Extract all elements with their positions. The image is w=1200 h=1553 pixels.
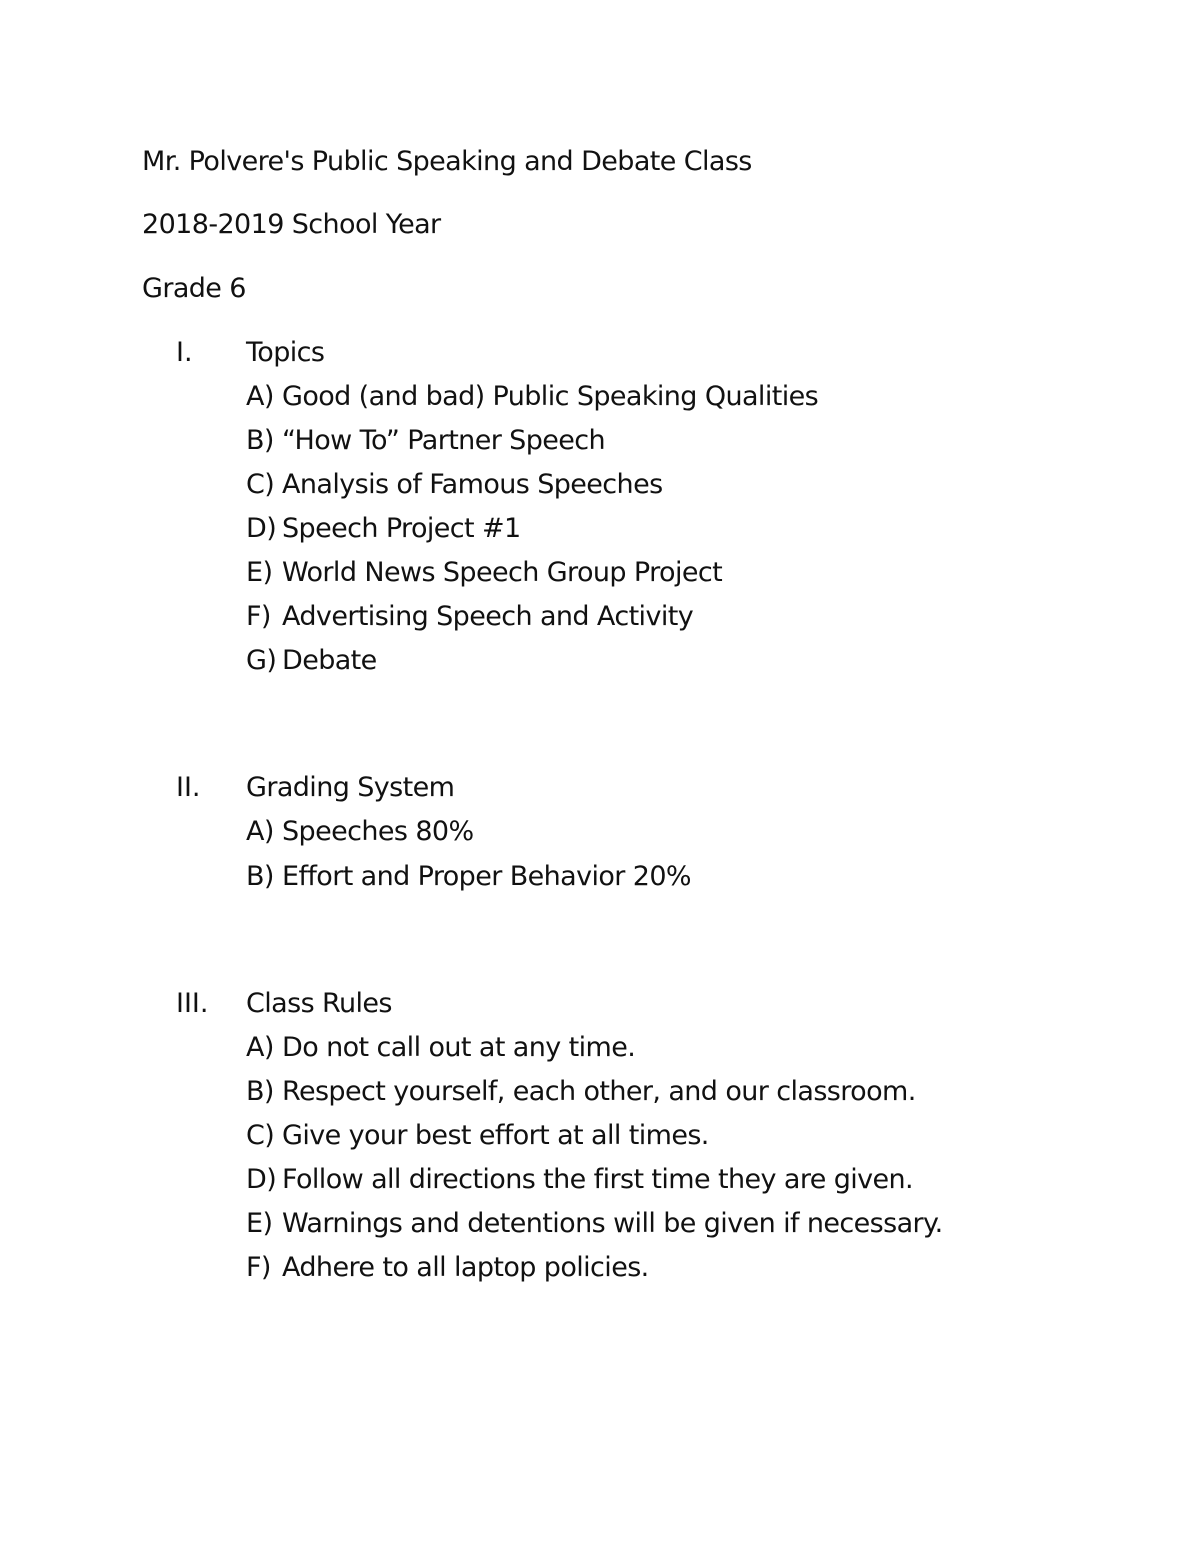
list-item [246,380,818,414]
document-title: Mr. Polvere's Public Speaking and Debate Class [142,146,752,177]
list-item [246,468,663,502]
list-item-text: Do not call out at any time. [282,1032,636,1063]
list-item [246,1207,943,1241]
list-item-text: Analysis of Famous Speeches [282,469,663,500]
list-marker: G) [246,645,277,676]
list-item [246,644,377,678]
section-title: Grading System [246,772,455,803]
section-title: Topics [246,337,325,368]
list-item-text: Speech Project #1 [282,513,521,544]
section-numeral: III. [176,988,209,1019]
list-item [246,424,605,458]
list-item [246,1251,649,1285]
list-item-text: Advertising Speech and Activity [282,601,694,632]
list-item-text: Debate [282,645,377,676]
list-marker: A) [246,1032,274,1063]
section-numeral: I. [176,337,193,368]
list-marker: D) [246,513,277,544]
list-item [246,556,722,590]
section-numeral: II. [176,772,201,803]
list-marker: D) [246,1164,277,1195]
list-item-text: Warnings and detentions will be given if necessary. [282,1208,943,1239]
list-item [246,860,691,894]
list-marker: C) [246,469,275,500]
list-marker: E) [246,1208,273,1239]
list-item [246,600,693,634]
list-item-text: “How To” Partner Speech [282,425,606,456]
list-item [246,1119,709,1153]
list-marker: A) [246,816,274,847]
list-marker: F) [246,601,271,632]
list-marker: A) [246,381,274,412]
list-item [246,512,521,546]
list-item-text: Follow all directions the first time they are given. [282,1164,914,1195]
list-item-text: Good (and bad) Public Speaking Qualities [282,381,819,412]
list-item [246,1163,913,1197]
list-item-text: Give your best effort at all times. [282,1120,709,1151]
list-marker: E) [246,557,273,588]
section-title: Class Rules [246,988,392,1019]
list-marker: B) [246,861,274,892]
list-marker: C) [246,1120,275,1151]
list-item-text: Adhere to all laptop policies. [282,1252,649,1283]
list-item-text: Effort and Proper Behavior 20% [282,861,691,892]
school-year: 2018-2019 School Year [142,209,441,240]
list-item-text: World News Speech Group Project [282,557,723,588]
list-item [246,815,474,849]
list-marker: B) [246,1076,274,1107]
list-item-text: Respect yourself, each other, and our classroom. [282,1076,916,1107]
list-marker: B) [246,425,274,456]
list-item-text: Speeches 80% [282,816,474,847]
list-item [246,1031,635,1065]
list-item [246,1075,916,1109]
grade-level: Grade 6 [142,273,246,304]
list-marker: F) [246,1252,271,1283]
